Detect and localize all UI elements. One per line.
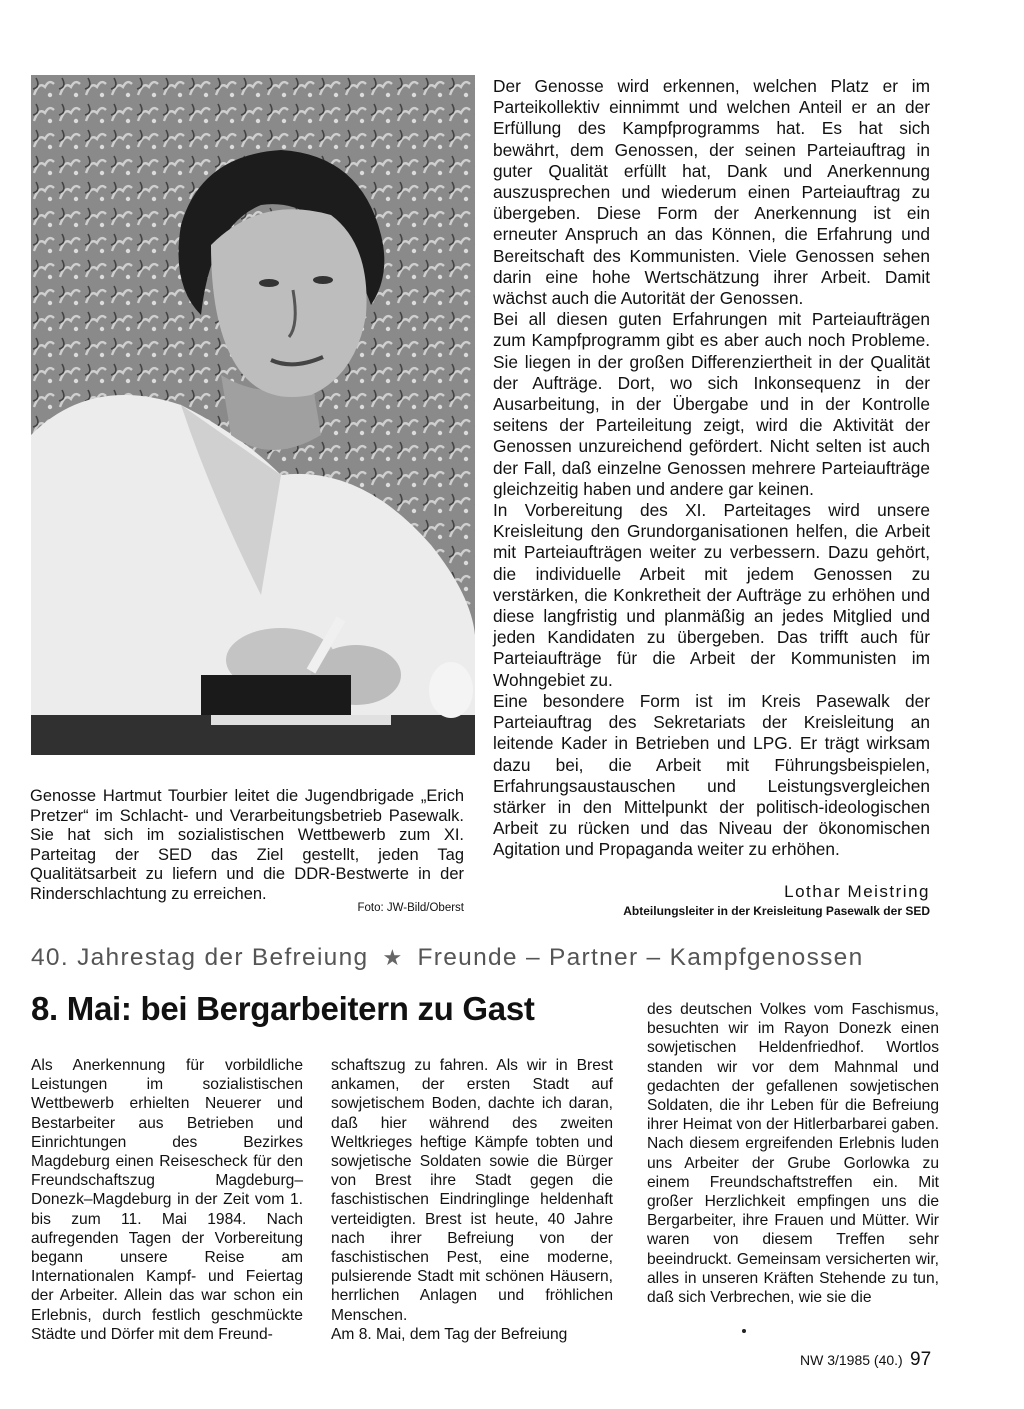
issue-label: NW 3/1985 (40.) bbox=[800, 1352, 903, 1368]
article-headline: 8. Mai: bei Bergarbeitern zu Gast bbox=[31, 990, 535, 1027]
article-top-paragraph: Bei all diesen guten Erfahrungen mit Parteiaufträgen zum Kampfprogramm gibt es aber auch noch Probleme. Sie liegen in der großen Differenziertheit in der Qualität der Aufträge. Dort, wo sich Inkonsequenz in der Ausarbeitung, in der Übergabe und in der Kontrolle seitens der Parteileitung zeigt, wird die Aktivität der Genossen unzureichend gefördert. Nicht selten ist auch der Fall, daß einzelne Genossen mehrere Parteiaufträge gleichzeitig haben und andere gar keinen. bbox=[493, 309, 930, 499]
article-top-paragraph: In Vorbereitung des XI. Parteitages wird unsere Kreisleitung den Grundorganisationen helfen, die Arbeit mit Parteiaufträgen weiter zu verbessern. Dazu gehört, die individuelle Arbeit mit jedem Genossen zu verstärken, die Konkretheit der Aufträge zu erhöhen und diese langfristig und planmäßig an jedes Mitglied und jeden Kandidaten zu übergeben. Das trifft auch für Parteiaufträge für die Arbeit der Kommunisten im Wohngebiet zu. bbox=[493, 500, 930, 690]
photo-caption bbox=[30, 787, 464, 905]
photo-credit: Foto: JW-Bild/Oberst bbox=[357, 902, 464, 914]
caption-text: Genosse Hartmut Tourbier leitet die Jugendbrigade „Erich Pretzer“ im Schlacht- und Verarbeitungsbetrieb Pasewalk. Sie hat sich im sozialistischen Wettbewerb zum XI. Parteitag der SED das Ziel gestellt, jeden Tag Qualitätsarbeit zu liefern und die DDR-Bestwerte in der Rinderschlachtung zu erreichen. bbox=[30, 787, 464, 903]
article-bottom-column-3 bbox=[647, 1000, 939, 1307]
banner-left: 40. Jahrestag der Befreiung bbox=[31, 944, 369, 971]
column-paragraph: Am 8. Mai, dem Tag der Befreiung bbox=[331, 1325, 568, 1343]
column-paragraph: schaftszug zu fahren. Als wir in Brest ankamen, der ersten Stadt auf sowjetischem Boden, dachte ich daran, daß hier während des zweiten Weltkrieges heftige Kämpfe tobten und sowjetische Soldaten sowie die Bürger von Brest ihre Stadt gegen die faschistischen Eindringlinge heldenhaft verteidigten. Brest ist heute, 40 Jahre nach ihrer Befreiung von der faschistischen Pest, eine moderne, pulsierende Stadt mit schönen Häusern, herrlichen Anlagen und fröhlichen Menschen. bbox=[331, 1057, 613, 1324]
portrait-photo bbox=[31, 75, 475, 755]
article-bottom-column-2 bbox=[331, 1056, 613, 1344]
section-banner bbox=[31, 944, 951, 972]
star-icon: ★ bbox=[382, 945, 404, 970]
article-top-paragraph: Der Genosse wird erkennen, welchen Platz er im Parteikollektiv einnimmt und welchen Anteil er an der Erfüllung des Kampfprogramms hat. Es hat sich bewährt, dem Genossen, der seinen Parteiauftrag in guter Qualität erfüllt hat, Dank und Anerkennung auszusprechen und wiederum einen Parteiauftrag zu übergeben. Diese Form der Anerkennung ist ein erneuter Anspruch an das Können, die Erfahrung und Bereitschaft des Kommunisten. Viele Genossen sehen darin eine hohe Wertschätzung ihrer Arbeit. Damit wächst auch die Autorität der Genossen. bbox=[493, 76, 930, 309]
column-paragraph: des deutschen Volkes vom Faschismus, besuchten wir im Rayon Donezk einen sowjetischen Heldenfriedhof. Wortlos standen wir vor dem Mahnmal und gedachten der gefallenen sowjetischen Soldaten, die ihr Leben für die Befreiung ihrer Heimat von der Hitlerbarbarei gaben. Nach diesem ergreifenden Erlebnis luden uns Arbeiter der Grube Gorlowka zu einem Freundschaftstreffen ein. Mit großer Herzlichkeit empfingen uns die Bergarbeiter, ihre Frauen und Mütter. Wir waren von diesem Treffen sehr beeindruckt. Gemeinsam versicherten wir, alles in unseren Kräften Stehende zu tun, daß sich Verbrechen, wie sie die bbox=[647, 1001, 939, 1307]
print-speck bbox=[742, 1329, 746, 1333]
author-name: Lothar Meistring bbox=[784, 882, 930, 901]
portrait-photo-icon bbox=[31, 75, 475, 755]
page-number: 97 bbox=[910, 1349, 932, 1370]
banner-right: Freunde – Partner – Kampfgenossen bbox=[417, 944, 864, 971]
article-top bbox=[493, 76, 930, 861]
column-paragraph: Als Anerkennung für vorbildliche Leistungen im sozialistischen Wettbewerb erhielten Neuerer und Bestarbeiter aus Betrieben und Einrichtungen des Bezirkes Magdeburg einen Reisescheck für den Freundschaftszug Magdeburg–Donezk–Magdeburg in der Zeit vom 1. bis zum 11. Mai 1984. Nach aufregenden Tagen der Vorbereitung begann unsere Reise am Internationalen Kampf- und Feiertag der Arbeiter. Allein das war schon ein Erlebnis, durch festlich geschmückte Städte und Dörfer mit dem Freund- bbox=[31, 1057, 303, 1343]
article-top-paragraph: Eine besondere Form ist im Kreis Pasewalk der Parteiauftrag des Sekretariats der Kreisleitung an leitende Kader in Betrieben und LPG. Er trägt wirksam dazu bei, die Arbeit mit Führungsbeispielen, Erfahrungsaustauschen und Leistungsvergleichen stärker in den Mittelpunkt der politisch-ideologischen Arbeit zu rücken und das Niveau der ökonomischen Agitation und Propaganda weiter zu erhöhen. bbox=[493, 690, 930, 860]
article-bottom-column-1 bbox=[31, 1056, 303, 1344]
author-role: Abteilungsleiter in der Kreisleitung Pasewalk der SED bbox=[623, 904, 930, 918]
